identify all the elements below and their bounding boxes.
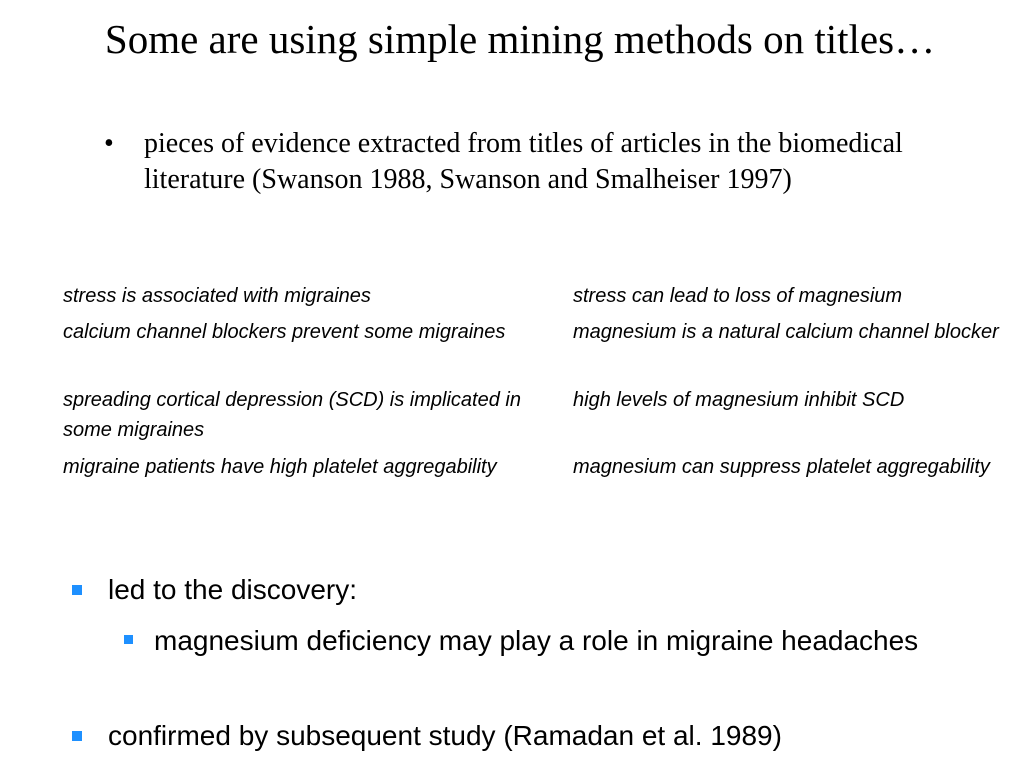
finding-bullet bbox=[124, 622, 984, 660]
slide-title: Some are using simple mining methods on titles… bbox=[104, 16, 936, 62]
confirmation-text: confirmed by subsequent study (Ramadan et al. 1989) bbox=[108, 720, 782, 751]
evidence-magnesium-2: magnesium is a natural calcium channel blocker bbox=[573, 321, 999, 343]
square-bullet-icon bbox=[124, 635, 133, 644]
evidence-migraine-1: stress is associated with migraines bbox=[63, 285, 371, 307]
discovery-text: led to the discovery: bbox=[108, 574, 358, 605]
finding-text: magnesium deficiency may play a role in migraine headaches bbox=[154, 625, 919, 656]
evidence-migraine-2: calcium channel blockers prevent some migraines bbox=[63, 321, 506, 343]
square-bullet-icon bbox=[72, 585, 82, 595]
confirmation-bullet bbox=[72, 717, 972, 755]
square-bullet-icon bbox=[72, 731, 82, 741]
evidence-magnesium-4: magnesium can suppress platelet aggregability bbox=[573, 456, 990, 478]
evidence-intro-text: pieces of evidence extracted from titles of articles in the biomedical literature (Swanson 1988, Swanson and Smalheiser 1997) bbox=[144, 128, 903, 195]
evidence-migraine-4: migraine patients have high platelet aggregability bbox=[63, 456, 497, 478]
evidence-migraine-3: spreading cortical depression (SCD) is implicated in some migraines bbox=[63, 389, 521, 441]
evidence-magnesium-3: high levels of magnesium inhibit SCD bbox=[573, 389, 905, 411]
discovery-bullet bbox=[72, 571, 972, 609]
evidence-magnesium-1: stress can lead to loss of magnesium bbox=[573, 285, 903, 307]
evidence-intro-bullet bbox=[104, 126, 924, 198]
bullet-dot: • bbox=[104, 128, 114, 159]
